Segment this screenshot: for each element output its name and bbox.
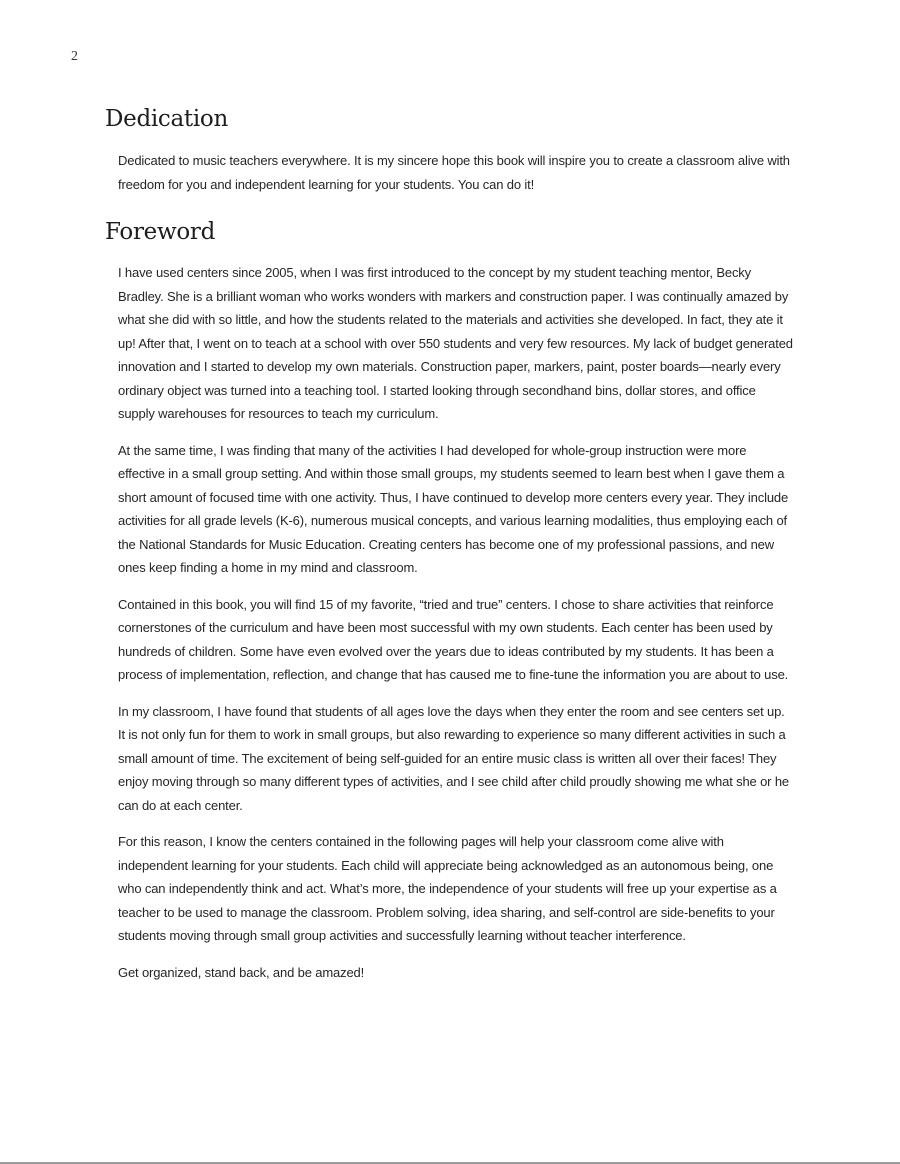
foreword-heading: Foreword xyxy=(105,219,216,245)
foreword-section xyxy=(105,219,795,984)
foreword-paragraph: I have used centers since 2005, when I was first introduced to the concept by my student teaching mentor, Becky Bradley. She is a brilliant woman who works wonders with markers and construction paper. I was continually amazed by what she did with so little, and how the students related to the materials and activities she developed. In fact, they ate it up! After that, I went on to teach at a school with over 550 students and very few resources. My lack of budget generated innovation and I started to develop my own materials. Construction paper, markers, paint, poster boards—nearly every ordinary object was turned into a teaching tool. I started looking through secondhand bins, dollar stores, and office supply warehouses for resources to teach my curriculum. xyxy=(118,265,793,421)
foreword-paragraph: At the same time, I was finding that many of the activities I had developed for whole-group instruction were more effective in a small group setting. And within those small groups, my students seemed to learn best when I gave them a short amount of focused time with one activity. Thus, I have continued to develop more centers every year. They include activities for all grade levels (K-6), numerous musical concepts, and various learning modalities, thus employing each of the National Standards for Music Education. Creating centers has become one of my professional passions, and new ones keep finding a home in my mind and classroom. xyxy=(118,442,789,575)
dedication-heading: Dedication xyxy=(105,106,228,132)
page-number: 2 xyxy=(71,49,78,64)
foreword-closing-line: Get organized, stand back, and be amazed! xyxy=(118,964,365,980)
foreword-paragraph: Contained in this book, you will find 15 of my favorite, “tried and true” centers. I chose to share activities that reinforce cornerstones of the curriculum and have been most successful with my own students. Each center has been used by hundreds of children. Some have even evolved over the years due to ideas contributed by my students. It has been a process of implementation, reflection, and change that has caused me to fine-tune the information you are about to use. xyxy=(118,596,789,682)
dedication-section xyxy=(105,106,795,196)
foreword-paragraph: In my classroom, I have found that students of all ages love the days when they enter the room and see centers set up. It is not only fun for them to work in small groups, but also rewarding to experience so many different activities in such a small amount of time. The excitement of being self-guided for an entire music class is written all over their faces! They enjoy moving through so many different types of activities, and I see child after child proudly showing me what she or he can do at each center. xyxy=(118,703,789,813)
foreword-paragraph: For this reason, I know the centers contained in the following pages will help your classroom come alive with independent learning for your students. Each child will appreciate being acknowledged as an autonomous being, one who can independently think and act. What’s more, the independence of your students will free up your expertise as a teacher to be used to manage the classroom. Problem solving, idea sharing, and self-control are side-benefits to your students moving through small group activities and successfully learning without teacher interference. xyxy=(118,834,777,943)
dedication-text: Dedicated to music teachers everywhere. It is my sincere hope this book will inspire you to create a classroom alive with freedom for you and independent learning for your students. You can do it! xyxy=(118,153,790,192)
